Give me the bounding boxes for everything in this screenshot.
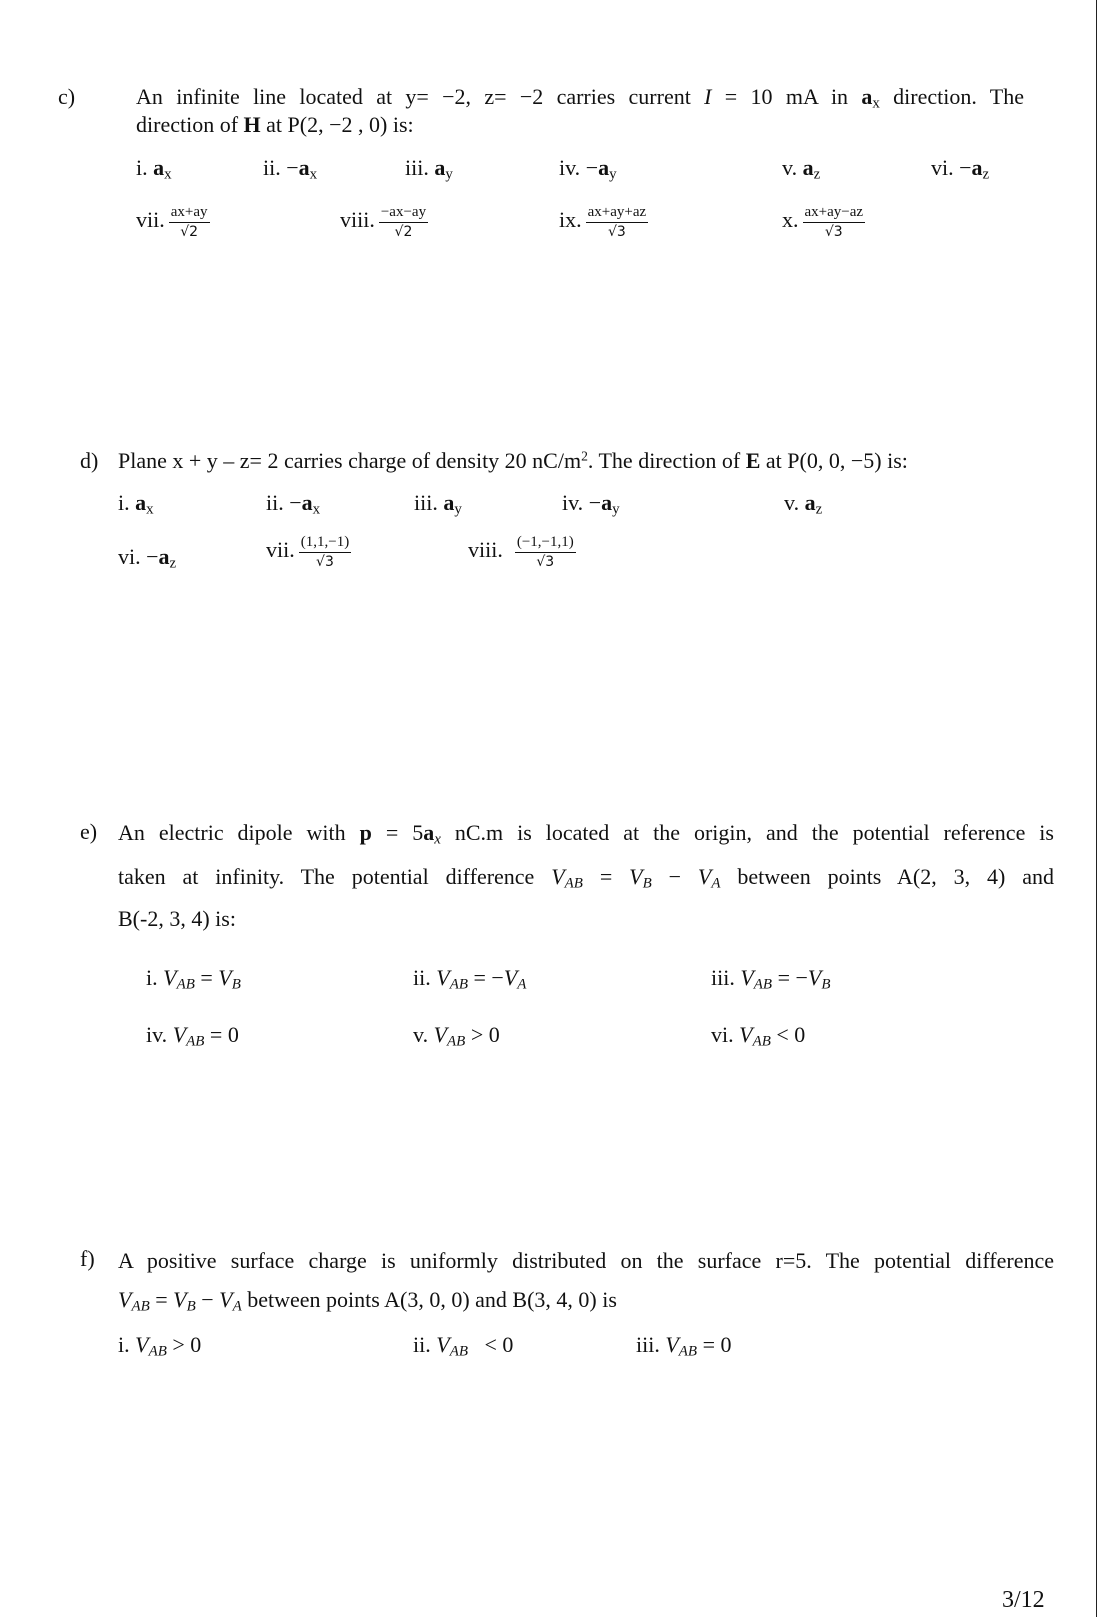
option-e-iii[interactable]: iii. $V_{AB} = -V_B$ [711,965,831,993]
option-f-iii[interactable]: iii. $V_{AB} = 0$ [636,1332,732,1360]
option-c-ix[interactable]: ix. $\frac{ax+ay+az}{√3}$ [559,204,647,241]
option-f-i[interactable]: i. $V_{AB} > 0$ [118,1332,202,1360]
option-e-vi[interactable]: vi. $V_{AB} < 0$ [711,1022,806,1050]
option-e-i[interactable]: i. $V_{AB} = V_B$ [146,965,241,993]
option-c-vi[interactable]: vi. $-a_z$ [931,155,990,183]
option-d-vi[interactable]: vi. $-a_z$ [118,544,177,572]
fraction-numerator: −ax−ay [379,204,428,223]
page-number: 3/12 [1002,1587,1045,1613]
fraction-numerator: ax+ay+az [586,204,649,223]
option-d-v[interactable]: v. $a_z$ [784,490,823,518]
question-d-label: d) [80,448,99,473]
option-c-vii[interactable]: vii. $\frac{ax+ay}{√2}$ [136,204,208,241]
fraction-numerator: ax+ay−az [803,204,866,223]
question-f-stem-line1: A positive surface charge is uniformly distributed on the surface r=5. The potential difference [118,1248,1054,1273]
option-d-i[interactable]: i. $a_x$ [118,490,154,518]
option-c-ii[interactable]: ii. $-a_x$ [263,155,318,183]
option-e-v[interactable]: v. $V_{AB} > 0$ [413,1022,500,1050]
option-d-viii[interactable]: viii. $\frac{(-1,-1,1)}{√3}$ [468,534,574,571]
question-f-stem-line2: $V_{AB} = V_B - V_A$ between points A(3, 0, 0) and B(3, 4, 0) is [118,1287,617,1315]
page-right-border [1096,0,1097,1617]
option-c-iv[interactable]: iv. $-a_y$ [559,155,617,183]
question-e-stem-line3: B(-2, 3, 4) is: [118,906,236,931]
question-c-stem-line1: An infinite line located at y= −2, z= −2 carries current I = 10 mA in $a_x$ direction. The [136,84,1024,112]
question-e-label: e) [80,819,98,844]
option-e-iv[interactable]: iv. $V_{AB} = 0$ [146,1022,239,1050]
question-d-stem: Plane x + y – z= 2 carries charge of density 20 $nC/m^2$. The direction of E at P(0, 0, −5) is: [118,448,908,473]
question-e-stem-line2: taken at infinity. The potential difference $V_{AB} = V_B - V_A$ between points A(2, 3, 4) and [118,864,1054,892]
fraction-denominator: √3 [536,554,555,571]
option-c-v[interactable]: v. $a_z$ [782,155,821,183]
option-c-i[interactable]: i. $a_x$ [136,155,172,183]
fraction-denominator: √3 [316,554,334,571]
fraction-denominator: √2 [394,224,413,241]
option-f-ii[interactable]: ii. $V_{AB} < 0$ [413,1332,514,1360]
fraction-denominator: √3 [824,224,843,241]
question-c-label: c) [58,84,76,109]
option-c-iii[interactable]: iii. $a_y$ [405,155,453,183]
fraction-denominator: √2 [180,224,199,241]
option-d-iii[interactable]: iii. $a_y$ [414,490,462,518]
question-f-label: f) [80,1246,95,1271]
question-e-stem-line1: An electric dipole with $p = 5a_x$ nC.m is located at the origin, and the potential reference is [118,820,1054,848]
option-d-vii[interactable]: vii. $\frac{(1,1,-1)}{√3}$ [266,534,350,571]
fraction-denominator: √3 [607,224,626,241]
fraction-numerator: ax+ay [169,204,210,223]
option-c-viii[interactable]: viii. $\frac{-ax-ay}{√2}$ [340,204,427,241]
question-c-stem-line2: direction of H at P(2, −2 , 0) is: [136,112,414,137]
option-d-iv[interactable]: iv. $-a_y$ [562,490,620,518]
fraction-numerator: (1,1,−1) [299,534,351,553]
fraction-numerator: (−1,−1,1) [515,534,576,553]
option-c-x[interactable]: x. $\frac{ax+ay-az}{√3}$ [782,204,864,241]
option-d-ii[interactable]: ii. $-a_x$ [266,490,321,518]
option-e-ii[interactable]: ii. $V_{AB} = -V_A$ [413,965,527,993]
